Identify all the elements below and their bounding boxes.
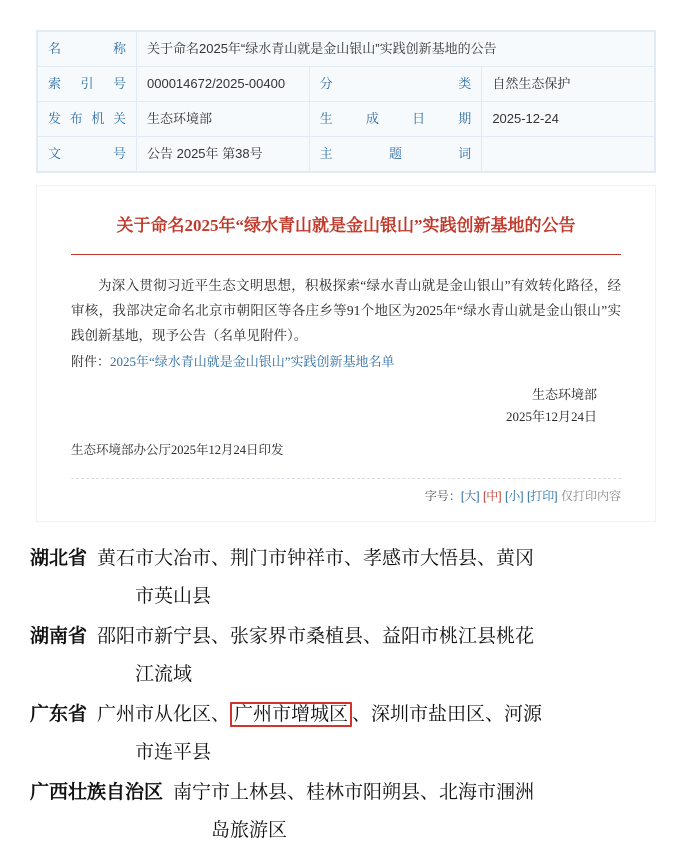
- city-text-wrap: 市英山县: [135, 586, 212, 607]
- signoff-block: [71, 384, 621, 428]
- city-text-wrap: 江流域: [135, 664, 193, 685]
- list-item: [30, 696, 662, 772]
- meta-value-date: 2025-12-24: [482, 102, 655, 137]
- print-note: 仅打印内容: [560, 489, 621, 503]
- city-text: 黄石市大冶市、荆门市钟祥市、孝感市大悟县、黄冈: [97, 548, 535, 569]
- meta-label-index: 索 引 号: [38, 67, 137, 102]
- fontsize-medium-button[interactable]: [中]: [482, 489, 502, 503]
- fontsize-toolbar: [71, 487, 621, 505]
- city-text-after: 、深圳市盐田区、河源: [352, 704, 543, 725]
- meta-label-keywords: 主 题 词: [309, 137, 482, 172]
- province-cities: [97, 540, 662, 616]
- table-row: [38, 67, 655, 102]
- meta-label-docnumber: 文 号: [38, 137, 137, 172]
- list-item: [30, 774, 662, 850]
- dashed-divider: [71, 478, 621, 479]
- table-row: [38, 102, 655, 137]
- city-text-wrap: 岛旅游区: [211, 820, 288, 841]
- meta-label-category: 分 类: [309, 67, 482, 102]
- province-cities: [97, 696, 662, 772]
- meta-value-docnumber: 公告 2025年 第38号: [137, 137, 310, 172]
- province-name: 湖北省: [30, 548, 88, 569]
- table-row: [38, 137, 655, 172]
- signoff-issuer: 生态环境部: [531, 387, 597, 402]
- list-item: [30, 540, 662, 616]
- print-button[interactable]: [打印]: [526, 489, 558, 503]
- province-name: 湖南省: [30, 626, 88, 647]
- attachment-link[interactable]: 2025年“绿水青山就是金山银山”实践创新基地名单: [110, 354, 395, 369]
- announcement-body: [36, 185, 656, 522]
- signoff-date: 2025年12月24日: [505, 409, 597, 424]
- list-item: [30, 618, 662, 694]
- city-text: 邵阳市新宁县、张家界市桑植县、益阳市桃江县桃花: [97, 626, 535, 647]
- announcement-title: 关于命名2025年“绿水青山就是金山银山”实践创新基地的公告: [116, 216, 576, 235]
- meta-value-index: 000014672/2025-00400: [137, 67, 310, 102]
- document-meta-card: [36, 30, 656, 173]
- meta-label-name: 名 称: [38, 32, 137, 67]
- province-cities: [97, 618, 662, 694]
- metadata-table: [37, 31, 655, 172]
- fontsize-large-button[interactable]: [大]: [460, 489, 480, 503]
- meta-label-issuer: 发布机关: [38, 102, 137, 137]
- meta-label-date: 生成日期: [309, 102, 482, 137]
- city-text: 广州市从化区、: [97, 704, 231, 725]
- title-divider: [71, 254, 621, 255]
- city-text-wrap: 市连平县: [135, 742, 212, 763]
- attachment-line: [71, 350, 621, 374]
- meta-value-category: 自然生态保护: [482, 67, 655, 102]
- fontsize-label: 字号：: [424, 489, 461, 503]
- meta-value-name: 关于命名2025年“绿水青山就是金山银山”实践创新基地的公告: [137, 32, 655, 67]
- province-name: 广东省: [30, 704, 88, 725]
- province-cities: [173, 774, 662, 850]
- table-row: [38, 32, 655, 67]
- province-list: [30, 540, 662, 850]
- meta-value-issuer: 生态环境部: [137, 102, 310, 137]
- attachment-label: 附件：: [71, 354, 111, 369]
- province-name: 广西壮族自治区: [30, 782, 164, 803]
- city-text: 南宁市上林县、桂林市阳朔县、北海市涠洲: [173, 782, 535, 803]
- highlighted-city: 广州市增城区: [230, 702, 352, 727]
- meta-value-keywords: [482, 137, 655, 172]
- fontsize-small-button[interactable]: [小]: [504, 489, 524, 503]
- print-line: 生态环境部办公厅2025年12月24日印发: [71, 443, 284, 457]
- announcement-paragraph: 为深入贯彻习近平生态文明思想，积极探索“绿水青山就是金山银山”有效转化路径，经审核，我部决定命名北京市朝阳区等各庄乡等91个地区为2025年“绿水青山就是金山银山”实践创新基地，现予公告（名单见附件）。: [71, 278, 621, 343]
